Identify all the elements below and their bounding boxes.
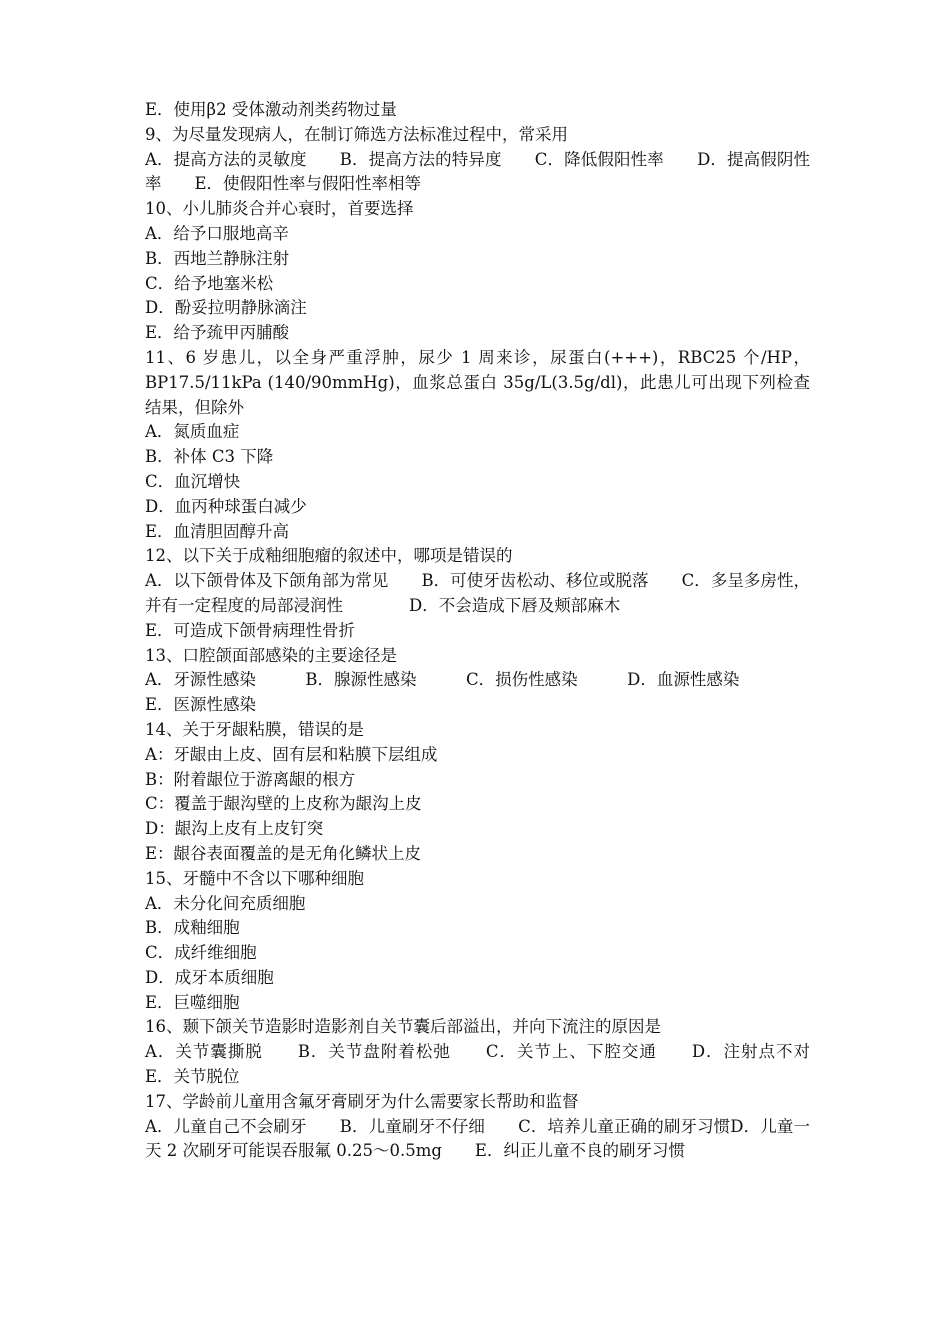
text-line: 16、颞下颌关节造影时造影剂自关节囊后部溢出，并向下流注的原因是 [145, 1017, 661, 1037]
text-line: D．酚妥拉明静脉滴注 [145, 298, 307, 318]
text-line: A．提高方法的灵敏度 B．提高方法的特异度 C．降低假阳性率 D．提高假阴性率 E．使假阳性率与假阳性率相等 [145, 149, 810, 194]
text-line: D．成牙本质细胞 [145, 967, 274, 987]
text-line: 13、口腔颌面部感染的主要途径是 [145, 645, 397, 665]
text-line: D．血丙种球蛋白减少 [145, 496, 307, 516]
text-line: E．使用β2 受体激动剂类药物过量 [145, 100, 397, 119]
text-line: A．儿童自己不会刷牙 B．儿童刷牙不仔细 C．培养儿童正确的刷牙习惯D．儿童一天 2 次刷牙可能误吞服氟 0.25～0.5mg E．纠正儿童不良的刷牙习惯 [145, 1116, 810, 1161]
text-line: 15、牙髓中不含以下哪种细胞 [145, 868, 364, 888]
text-line: E．巨噬细胞 [145, 992, 240, 1012]
text-line: E：龈谷表面覆盖的是无角化鳞状上皮 [145, 843, 422, 863]
text-line: 11、6 岁患儿，以全身严重浮肿，尿少 1 周来诊，尿蛋白(+++)，RBC25 个/HP，BP17.5/11kPa (140/90mmHg)，血浆总蛋白 35g/L(3.5g/dl)，此患儿可出现下列检查结果，但除外 [145, 347, 810, 417]
text-line: B．西地兰静脉注射 [145, 248, 290, 268]
text-line: C：覆盖于龈沟壁的上皮称为龈沟上皮 [145, 794, 422, 814]
text-line: A．关节囊撕脱 B．关节盘附着松弛 C．关节上、下腔交通 D．注射点不对 E．关节脱位 [145, 1042, 843, 1087]
text-line: 9、为尽量发现病人，在制订筛选方法标准过程中，常采用 [145, 124, 568, 144]
text-line: B．补体 C3 下降 [145, 447, 274, 467]
text-line: A．未分化间充质细胞 [145, 893, 306, 913]
text-line: D：龈沟上皮有上皮钉突 [145, 819, 324, 839]
text-line: A．以下颌骨体及下颌角部为常见 B．可使牙齿松动、移位或脱落 C．多呈多房性，并有一定程度的局部浸润性 D．不会造成下唇及颊部麻木 [145, 571, 810, 615]
text-line: 10、小儿肺炎合并心衰时，首要选择 [145, 199, 414, 219]
text-line: C．血沉增快 [145, 471, 241, 491]
text-line: A：牙龈由上皮、固有层和粘膜下层组成 [145, 744, 438, 764]
text-line: A．给予口服地高辛 [145, 223, 289, 243]
text-line: E．给予巯甲丙脯酸 [145, 323, 290, 343]
document-page [145, 98, 843, 1164]
text-line: C．成纤维细胞 [145, 943, 257, 963]
text-line: B．成釉细胞 [145, 918, 240, 938]
text-line: 14、关于牙龈粘膜，错误的是 [145, 719, 364, 739]
text-line: A．氮质血症 [145, 422, 240, 442]
text-line: 17、学龄前儿童用含氟牙膏刷牙为什么需要家长帮助和监督 [145, 1091, 579, 1111]
text-line: E．医源性感染 [145, 695, 257, 715]
text-line: B：附着龈位于游离龈的根方 [145, 769, 356, 789]
text-line: C．给予地塞米松 [145, 273, 274, 293]
text-line: A．牙源性感染 B．腺源性感染 C．损伤性感染 D．血源性感染 [145, 670, 740, 690]
text-line: E．可造成下颌骨病理性骨折 [145, 620, 356, 640]
text-line: E．血清胆固醇升高 [145, 521, 290, 541]
text-line: 12、以下关于成釉细胞瘤的叙述中，哪项是错误的 [145, 546, 513, 566]
